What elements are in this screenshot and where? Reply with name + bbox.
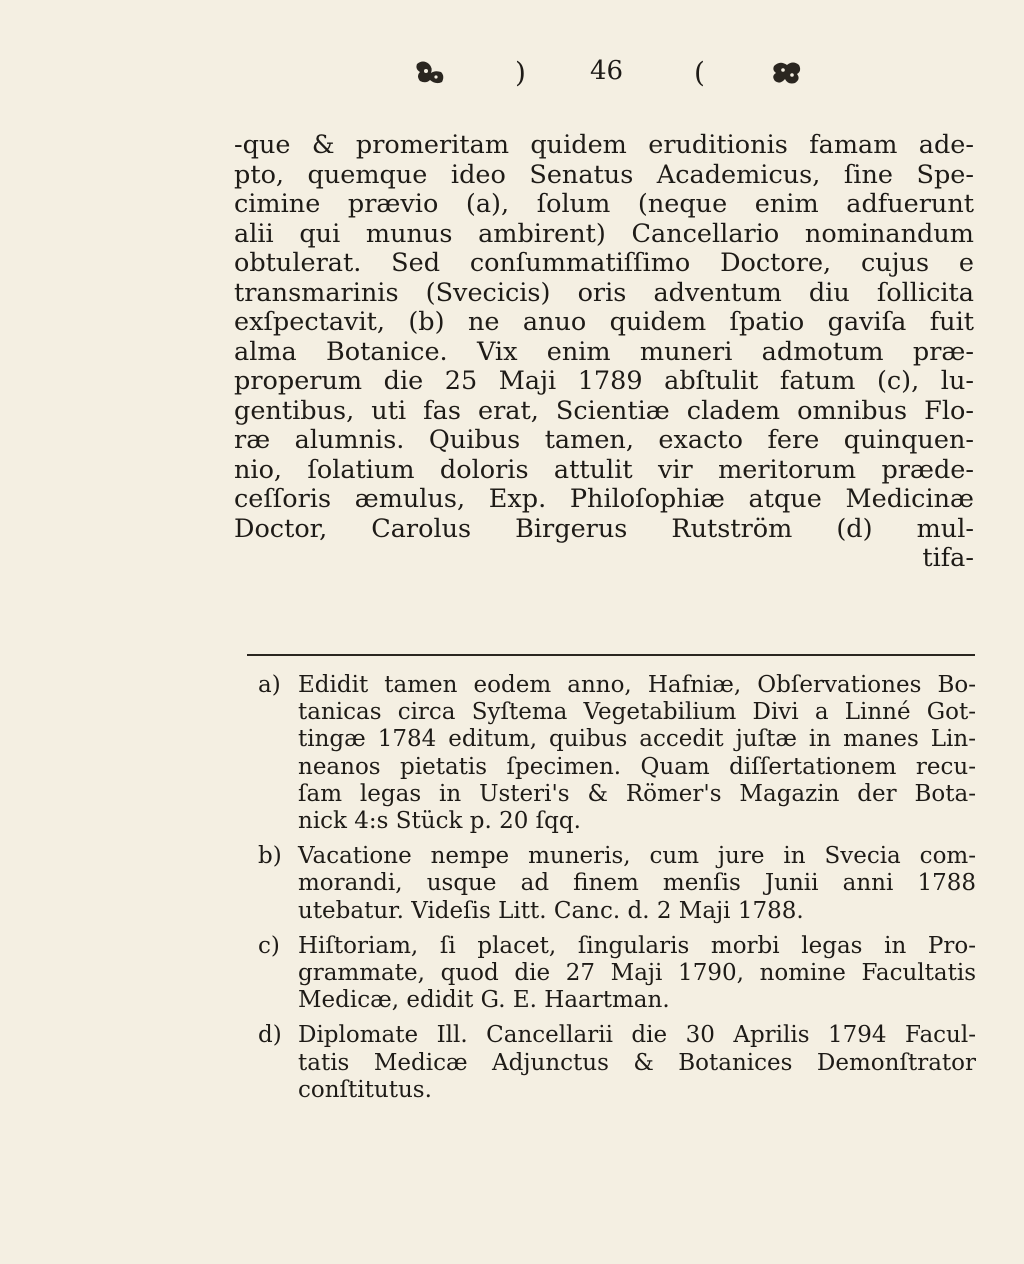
footnote-line: tingæ 1784 editum, quibus accedit juſtæ in manes Lin- [298,726,976,753]
left-ornament-icon [414,58,448,86]
text-line: obtulerat. Sed conſummatiſſimo Doctore, cujus e [234,248,974,278]
text-line: alii qui munus ambirent) Cancellario nominandum [234,218,974,249]
footnote-line: utebatur. Videſis Litt. Canc. d. 2 Maji 1788. [298,897,804,924]
footnote-line: neanos pietatis ſpecimen. Quam diſſertationem recu- [298,753,976,780]
footnote-mark: a) [258,672,281,698]
footnote-line: Edidit tamen eodem anno, Hafniæ, Obſervationes Bo- [298,672,976,698]
text-line: alma Botanice. Vix enim muneri admotum præ- [234,336,974,367]
footnote-rule [247,654,975,656]
text-line: gentibus, uti fas erat, Scientiæ cladem omnibus Flo- [234,395,974,426]
footnote-line: Hiſtoriam, ſi placet, ſingularis morbi legas in Pro- [298,932,976,959]
footnote-line: conſtitutus. [298,1076,432,1103]
text-line: exſpectavit, (b) ne anuo quidem ſpatio gaviſa fuit [234,307,974,337]
text-line: -que & promeritam quidem eruditionis famam ade- [234,130,974,160]
footnote-mark: d) [258,1022,282,1049]
footnote-mark: c) [258,932,280,959]
footnote-line: tanicas circa Syſtema Vegetabilium Divi a Linné Got- [298,699,976,726]
footnote-mark: b) [258,843,282,870]
footnote-b [234,843,976,925]
page-number: 46 [590,56,624,86]
right-ornament-icon [770,58,804,86]
footnote-line: Diplomate Ill. Cancellarii die 30 Aprilis 1794 Facul- [298,1022,976,1049]
footnote-d [234,1022,976,1104]
footnote-a [234,672,976,835]
footnote-c [234,933,976,1015]
text-line: ceſſoris æmulus, Exp. Philoſophiæ atque Medicinæ [234,484,974,514]
footnote-line: Vacatione nempe muneris, cum jure in Svecia com- [298,843,976,870]
footnotes [234,672,976,1112]
footnote-line: tatis Medicæ Adjunctus & Botanices Demonſtrator [298,1049,976,1076]
text-line: pto, quemque ideo Senatus Academicus, ſine Spe- [234,159,974,190]
catchword: tifa- [922,543,974,573]
main-text [234,131,974,574]
footnote-line: ſam legas in Usteri's & Römer's Magazin der Bota- [298,780,976,807]
text-line: nio, ſolatium doloris attulit vir meritorum præde- [234,454,974,485]
running-head [0,54,1024,94]
footnote-line: grammate, quod die 27 Maji 1790, nomine Facultatis [298,960,976,987]
header-paren-right: ) [515,56,526,89]
text-line: transmarinis (Svecicis) oris adventum diu ſollicita [234,277,974,308]
text-line: properum die 25 Maji 1789 abſtulit fatum (c), lu- [234,366,974,396]
footnote-line: Medicæ, edidit G. E. Haartman. [298,987,670,1014]
text-line: ræ alumnis. Quibus tamen, exacto fere quinquen- [234,425,974,455]
footnote-line: nick 4:s Stück p. 20 ſqq. [298,808,581,835]
text-line: Doctor, Carolus Birgerus Rutström (d) mul- [234,513,974,544]
text-line: cimine prævio (a), ſolum (neque enim adfuerunt [234,189,974,219]
header-paren-left: ( [694,56,705,89]
footnote-line: morandi, usque ad finem menſis Junii anni 1788 [298,870,976,897]
